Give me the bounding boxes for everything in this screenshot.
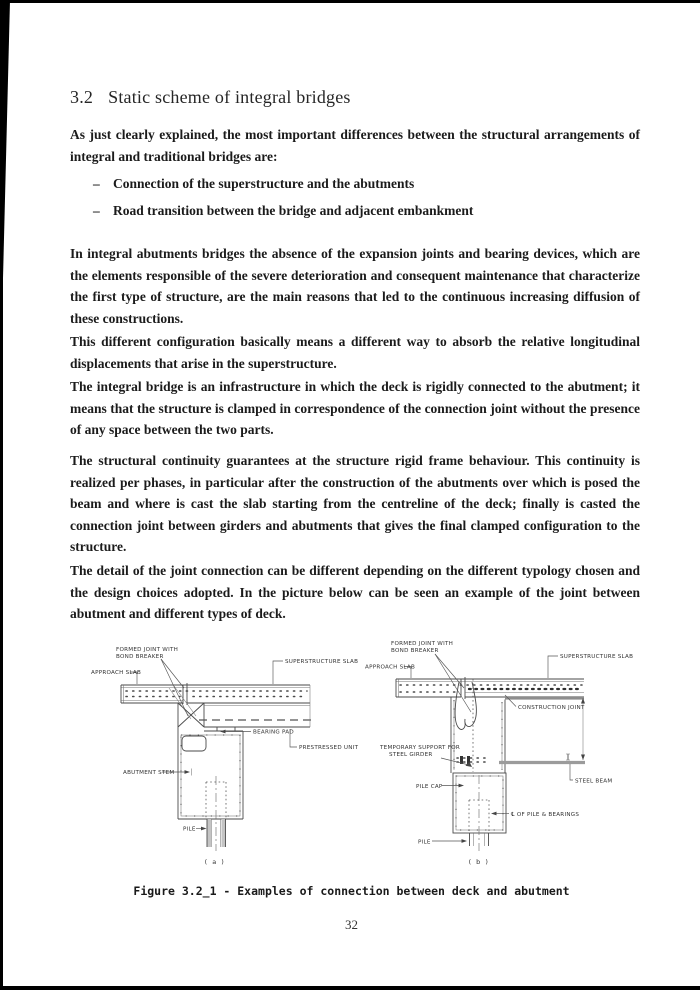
page-number: 32 bbox=[345, 917, 358, 932]
section-title: Static scheme of integral bridges bbox=[108, 87, 351, 107]
label-construction-joint: CONSTRUCTION JOINT bbox=[518, 705, 585, 711]
scan-edge-artifact bbox=[0, 0, 10, 310]
subfigure-tag-b: ( b ) bbox=[468, 858, 490, 866]
paragraph-body: This different configuration basically means a different way to absorb the relative longitudinal displacements that arise in the superstructure. bbox=[70, 334, 640, 371]
label-superstructure-slab: SUPERSTRUCTURE SLAB bbox=[285, 659, 359, 665]
label-temp-support-line2: STEEL GIRDER bbox=[389, 752, 433, 758]
diagram-b bbox=[365, 641, 633, 866]
bullet-dash: – bbox=[93, 203, 100, 218]
bullet-text: Connection of the superstructure and the abutments bbox=[113, 176, 415, 191]
label-steel-beam: STEEL BEAM bbox=[575, 778, 613, 785]
list-item bbox=[70, 199, 640, 222]
label-approach-slab: APPROACH SLAB bbox=[91, 670, 142, 676]
label-superstructure-slab: SUPERSTRUCTURE SLAB bbox=[560, 654, 634, 660]
paragraph-body: The structural continuity guarantees at the structure rigid frame behaviour. This continuity is realized per phases, in particular after the construction of the abutments over which is posed the beam and where is cast the slab starting from the centreline of the deck; finally is casted the connection joint between girders and abutments that gives the final clamped configuration to the structure. bbox=[70, 453, 640, 554]
label-approach-slab: APPROACH SLAB bbox=[365, 664, 416, 671]
bullet-dash: – bbox=[93, 176, 100, 191]
bullet-text: Road transition between the bridge and adjacent embankment bbox=[113, 203, 474, 218]
figure-caption: Figure 3.2_1 - Examples of connection between deck and abutment bbox=[133, 884, 570, 898]
paragraph-intro: As just clearly explained, the most important differences between the structural arrangements of integral and traditional bridges are: bbox=[70, 127, 640, 164]
label-prestressed-unit: PRESTRESSED UNIT bbox=[299, 745, 359, 751]
label-formed-joint-line2: BOND BREAKER bbox=[116, 654, 164, 660]
label-formed-joint-line2: BOND BREAKER bbox=[391, 648, 439, 654]
label-pile-cap: PILE CAP bbox=[416, 784, 443, 790]
section-heading bbox=[70, 85, 640, 109]
diagram-a bbox=[91, 647, 359, 866]
paragraph-body: The integral bridge is an infrastructure in which the deck is rigidly connected to the abutment; it means that the structure is clamped in correspondence of the connection joint without the presence of any space between the two parts. bbox=[70, 379, 640, 437]
bullet-list bbox=[70, 172, 640, 226]
section-number: 3.2 bbox=[70, 87, 94, 107]
label-pile: PILE bbox=[418, 839, 431, 846]
label-centerline-pile-bearings: ℄ OF PILE & BEARINGS bbox=[511, 812, 580, 818]
label-bearing-pad: BEARING PAD bbox=[253, 729, 294, 736]
label-temp-support-line1: TEMPORARY SUPPORT FOR bbox=[380, 745, 460, 751]
label-pile: PILE bbox=[183, 826, 196, 833]
label-formed-joint-line1: FORMED JOINT WITH bbox=[116, 647, 179, 653]
list-item bbox=[70, 172, 640, 195]
paragraph-body: The detail of the joint connection can be different depending on the different typology chosen and the design choices adopted. In the picture below can be seen an example of the joint between abutment and different types of deck. bbox=[70, 563, 640, 621]
label-formed-joint-line1: FORMED JOINT WITH bbox=[391, 641, 454, 647]
document-page bbox=[3, 3, 700, 986]
subfigure-tag-a: ( a ) bbox=[204, 858, 226, 866]
label-abutment-stem: ABUTMENT STEM bbox=[123, 770, 175, 776]
paragraph-body: In integral abutments bridges the absence of the expansion joints and bearing devices, which are the elements responsible of the severe deterioration and consequent maintenance that characterize the first type of structure, are the main reasons that led to the continuous increasing diffusion of these constructions. bbox=[70, 246, 640, 326]
figure-drawing bbox=[73, 632, 673, 878]
